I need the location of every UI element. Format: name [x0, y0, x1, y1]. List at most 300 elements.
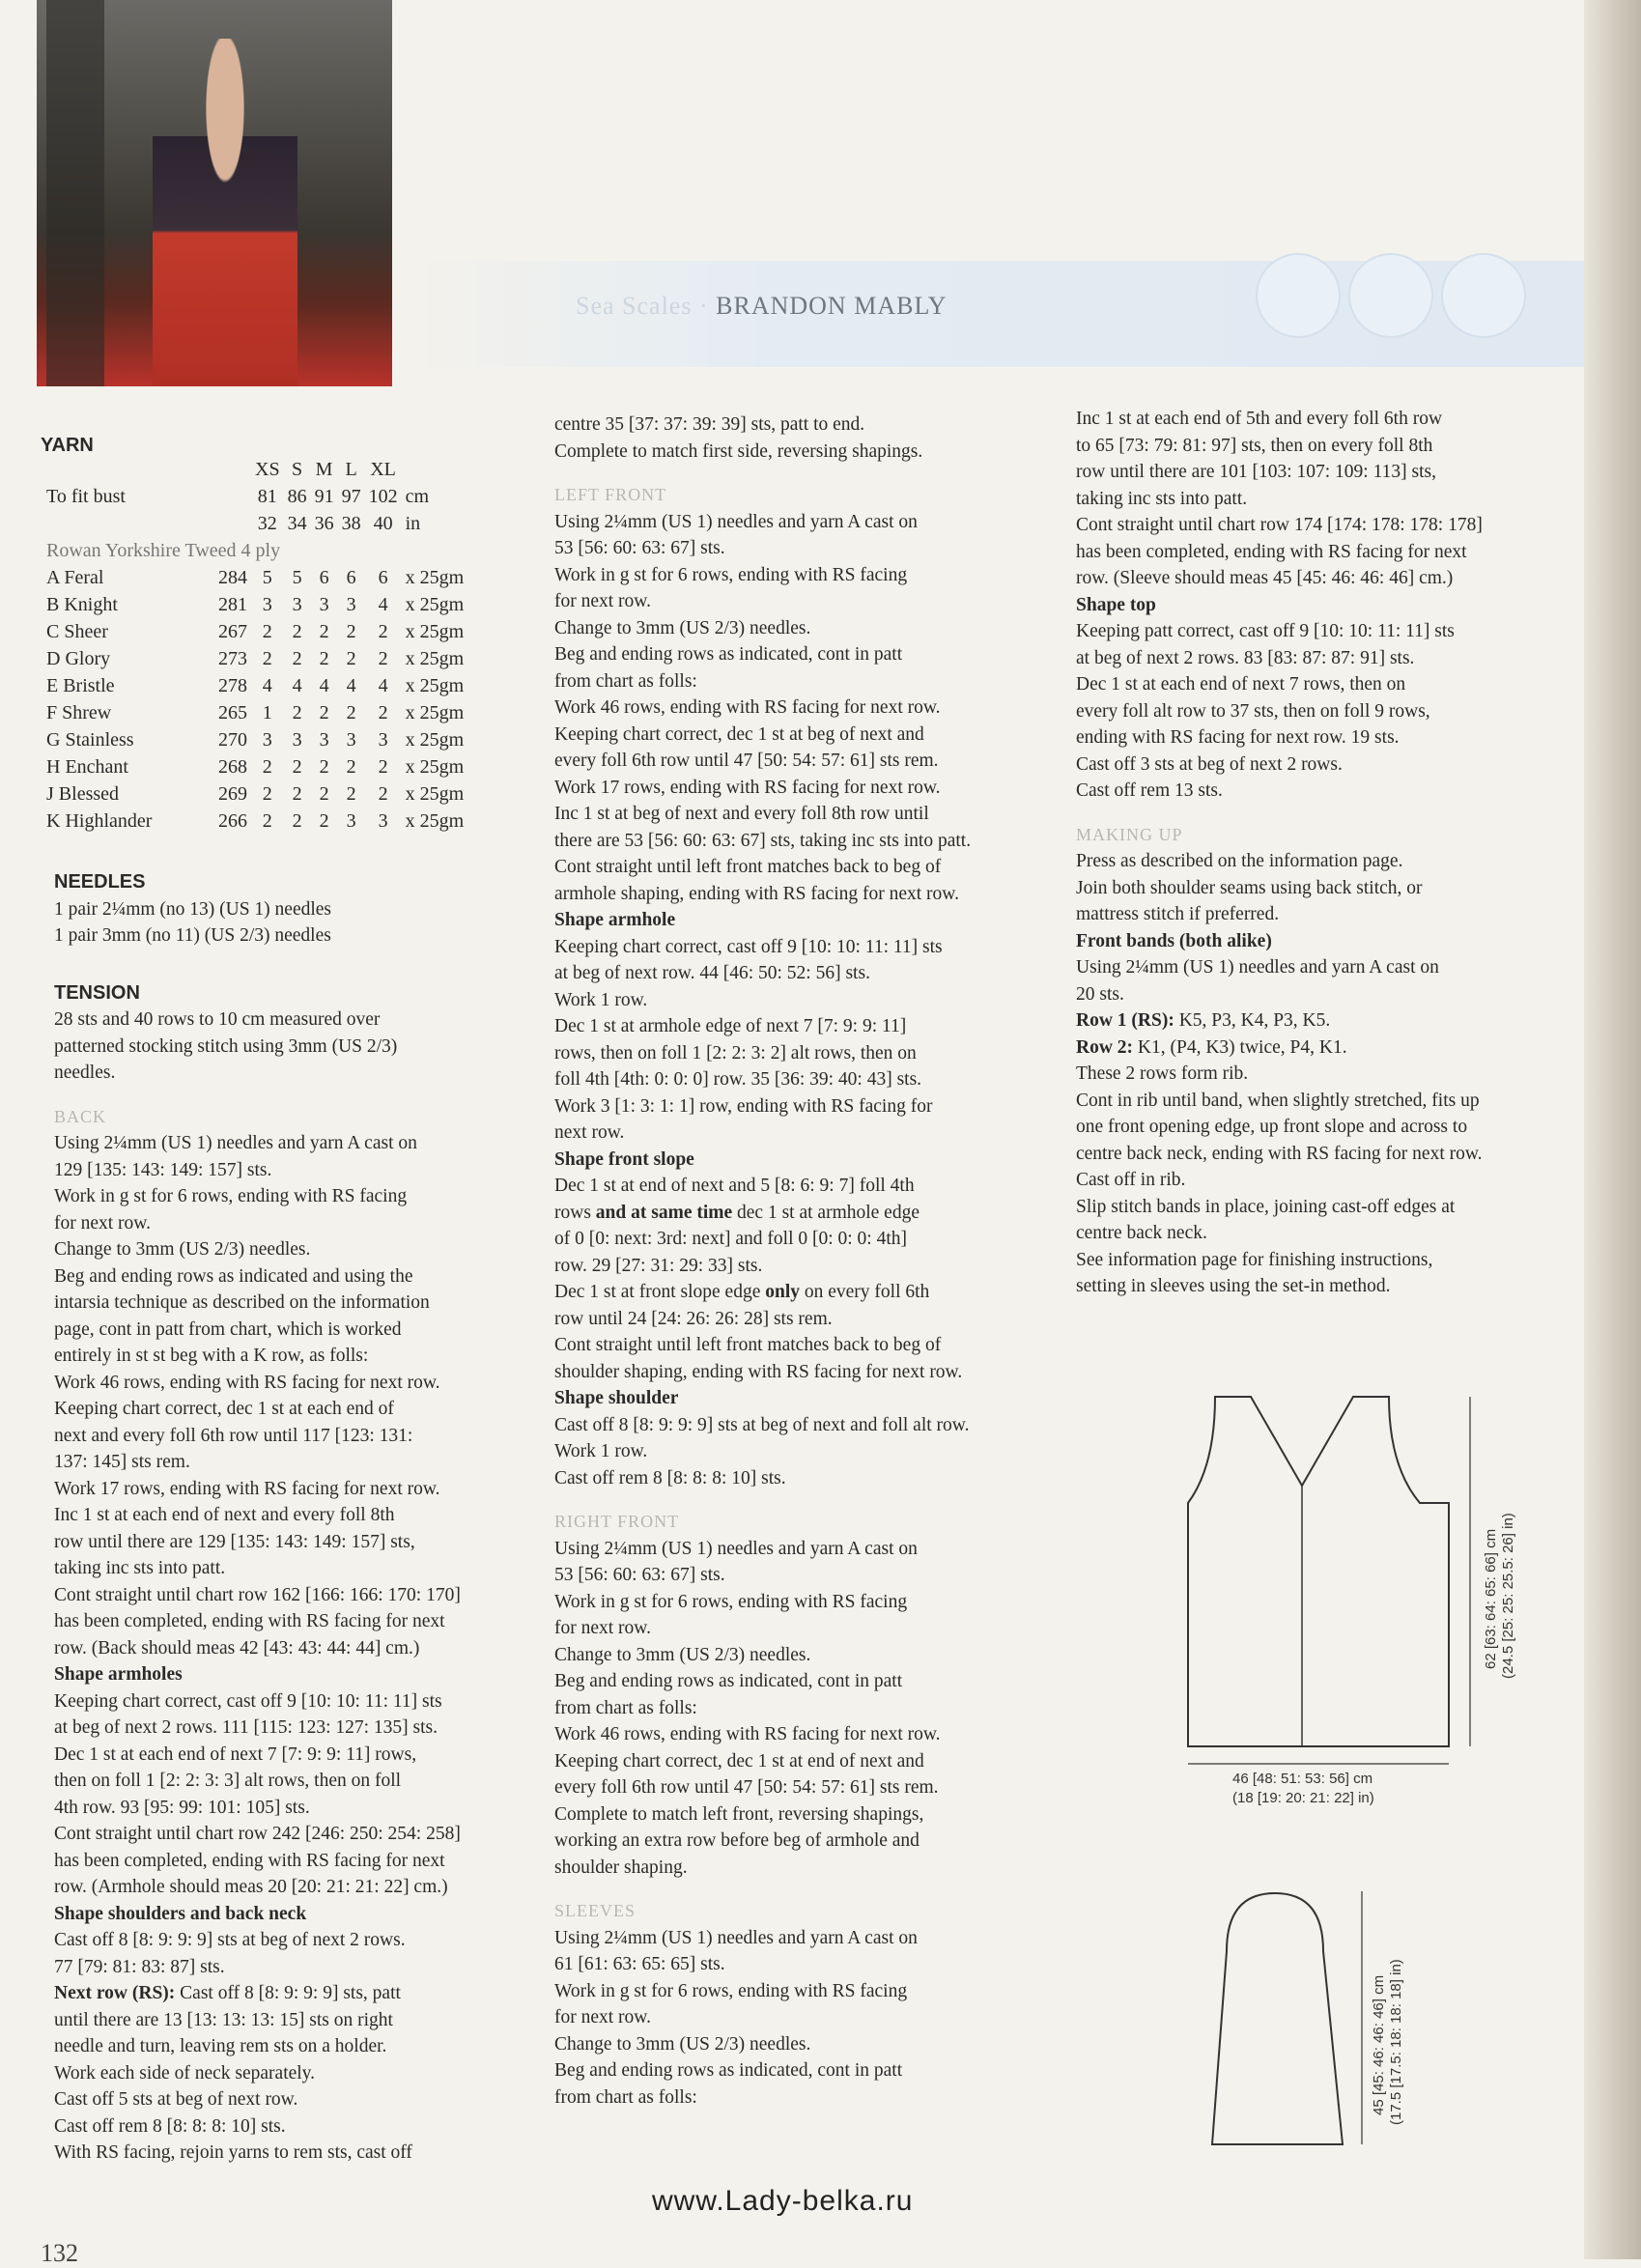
shape-top-line: ending with RS facing for next row. 19 sts. [1076, 727, 1400, 748]
colour-qty: 3 [346, 728, 356, 751]
colour-name: Shrew [62, 701, 112, 723]
colour-qty: 2 [319, 782, 329, 805]
sleeve-schematic [1207, 1884, 1497, 2164]
colour-name: Knight [64, 593, 118, 615]
sleeve-diagram [1207, 1884, 1497, 2164]
colour-code: K [46, 809, 61, 832]
right-front-line: Keeping chart correct, dec 1 st at end of next and [554, 1750, 924, 1772]
decor-circle [1441, 253, 1526, 338]
colour-shade: 265 [218, 701, 247, 723]
colour-qty: 4 [262, 674, 272, 696]
colour-shade: 266 [218, 809, 247, 832]
back-line: Inc 1 st at each end of next and every foll 8th [54, 1505, 395, 1525]
sleeves-line: Work in g st for 6 rows, ending with RS facing [554, 1980, 908, 2001]
shoulder-line: Work 1 row. [554, 1441, 648, 1461]
front-slope-line-text: on every foll 6th [800, 1282, 930, 1302]
colour-qty: 2 [378, 755, 388, 778]
colour-code-name [42, 591, 214, 618]
left-front-line: Beg and ending rows as indicated, cont in patt [554, 644, 903, 665]
colour-qty: 2 [292, 809, 302, 832]
armhole-line: foll 4th [4th: 0: 0: 0] row. 35 [36: 39: 40: 43] sts. [554, 1069, 922, 1090]
front-slope-line-text: Dec 1 st at front slope edge [554, 1282, 766, 1302]
rib-row-1-text: K5, P3, K4, P3, K5. [1174, 1010, 1331, 1031]
colour-qty: 3 [346, 593, 356, 615]
back-line: row. (Back should meas 42 [43: 43: 44: 44] cm.) [54, 1637, 420, 1658]
colour-qty: 2 [319, 755, 329, 778]
colour-qty: 3 [292, 728, 302, 751]
colour-unit: x 25gm [405, 701, 465, 723]
finishing-line: Cast off in rib. [1076, 1170, 1186, 1190]
colour-qty: 2 [378, 647, 388, 669]
colour-name: Blessed [58, 782, 120, 805]
rib-row-2-bold: Row 2: [1076, 1036, 1134, 1058]
back-shoulder-line: 77 [79: 81: 83: 87] sts. [54, 1956, 225, 1977]
colour-qty: 2 [378, 701, 388, 723]
colour-qty: 3 [378, 809, 388, 832]
colour-qty: 4 [319, 674, 329, 696]
fit-cm-value: 91 [314, 485, 334, 507]
back-line: for next row. [54, 1212, 151, 1233]
colour-name: Sheer [64, 620, 108, 642]
finishing-line: Cont in rib until band, when slightly stretched, fits up [1076, 1090, 1480, 1111]
colour-qty: 2 [346, 782, 356, 805]
colour-code-name [42, 780, 214, 808]
left-front-line: Inc 1 st at beg of next and every foll 8th row until [554, 804, 929, 824]
front-slope-line-bold: only [765, 1282, 800, 1302]
col2-top-line: centre 35 [37: 37: 39: 39] sts, patt to end. [554, 414, 865, 435]
rib-row-2-text: K1, (P4, K3) twice, P4, K1. [1133, 1036, 1347, 1058]
sleeve-cont-line: Inc 1 st at each end of 5th and every foll 6th row [1076, 409, 1443, 429]
colour-shade: 269 [218, 782, 247, 805]
column-2 [554, 411, 971, 2111]
size-label: M [315, 458, 333, 480]
finishing-line: centre back neck. [1076, 1223, 1207, 1243]
next-row-line-bold: Next row (RS): [54, 1983, 176, 2003]
colour-shade: 278 [218, 674, 247, 696]
designer-name: BRANDON MABLY [716, 292, 948, 320]
colour-unit: x 25gm [405, 782, 465, 805]
sleeve-cont-line: taking inc sts into patt. [1076, 488, 1248, 509]
finishing-line: These 2 rows form rib. [1076, 1063, 1249, 1084]
colour-row [42, 780, 467, 808]
back-armhole-line: has been completed, ending with RS facing for next [54, 1850, 445, 1871]
colour-qty: 4 [292, 674, 302, 696]
left-front-line: for next row. [554, 591, 651, 611]
colour-qty: 2 [262, 647, 272, 669]
size-label: XS [255, 458, 280, 480]
tension-line: 28 sts and 40 rows to 10 cm measured over [54, 1009, 381, 1030]
making-up-line: mattress stitch if preferred. [1076, 904, 1280, 924]
colour-row [42, 645, 467, 672]
back-armhole-line: then on foll 1 [2: 2: 3: 3] alt rows, then on foll [54, 1771, 402, 1791]
colour-qty: 2 [292, 755, 302, 778]
colour-shade: 284 [218, 566, 247, 588]
front-slope-line: of 0 [0: next: 3rd: next] and foll 0 [0: 0: 0: 4th] [554, 1229, 908, 1249]
rib-row-2 [1076, 1035, 1483, 1062]
colour-shade: 267 [218, 620, 247, 642]
empty-cell [214, 483, 251, 510]
back-armhole-line: Dec 1 st at each end of next 7 [7: 9: 9: 11] rows, [54, 1744, 417, 1765]
front-slope-line-bold: and at same time [595, 1202, 733, 1223]
making-up-line: Join both shoulder seams using back stitch, or [1076, 877, 1423, 898]
back-shoulder-line: Cast off 8 [8: 9: 9: 9] sts at beg of next 2 rows. [54, 1930, 406, 1950]
left-front-line: Work in g st for 6 rows, ending with RS facing [554, 564, 908, 585]
left-front-line: every foll 6th row until 47 [50: 54: 57: 61] sts rem. [554, 751, 939, 771]
back-line: taking inc sts into patt. [54, 1558, 226, 1578]
next-row-line [54, 1980, 461, 2007]
colour-row [42, 591, 467, 618]
colour-code: A [46, 566, 60, 588]
colour-qty: 3 [378, 728, 388, 751]
colour-qty: 6 [319, 566, 329, 588]
back-armhole-line: Cont straight until chart row 242 [246: 250: 254: 258] [54, 1824, 461, 1844]
right-front-line: Beg and ending rows as indicated, cont in patt [554, 1671, 903, 1691]
colour-unit: x 25gm [405, 593, 465, 615]
left-front-line: armhole shaping, ending with RS facing for next row. [554, 883, 959, 904]
shape-top-line: Keeping patt correct, cast off 9 [10: 10: 11: 11] sts [1076, 621, 1455, 641]
right-front-heading: RIGHT FRONT [554, 1512, 680, 1531]
back-line: Work 17 rows, ending with RS facing for next row. [54, 1478, 440, 1499]
back-tail-line: needle and turn, leaving rem sts on a holder. [54, 2036, 387, 2056]
body-outline [1188, 1397, 1449, 1746]
sleeve-outline [1212, 1893, 1343, 2144]
back-line: row until there are 129 [135: 143: 149: 157] sts, [54, 1531, 415, 1552]
back-line: entirely in st st beg with a K row, as folls: [54, 1346, 369, 1366]
fit-cm-row [42, 483, 467, 510]
back-tail-line: With RS facing, rejoin yarns to rem sts, cast off [54, 2142, 412, 2163]
colour-qty: 2 [378, 620, 388, 642]
sleeve-length-inches: (17.5 [17.5: 18: 18: 18] in) [1388, 1959, 1404, 2125]
sleeves-line: Change to 3mm (US 2/3) needles. [554, 2033, 811, 2055]
colour-name: Highlander [65, 809, 153, 832]
photo-tree [46, 0, 104, 386]
colour-code-name [42, 726, 214, 753]
colour-unit: x 25gm [405, 647, 465, 669]
colour-unit: x 25gm [405, 809, 465, 832]
front-slope-line [554, 1200, 971, 1227]
armhole-line: next row. [554, 1122, 625, 1143]
shape-top-heading: Shape top [1076, 594, 1156, 615]
colour-unit: x 25gm [405, 566, 465, 588]
colour-code-name [42, 699, 214, 726]
shape-shoulder-heading: Shape shoulder [554, 1388, 679, 1408]
shape-top-line: Cast off 3 sts at beg of next 2 rows. [1076, 753, 1343, 775]
front-slope-line: shoulder shaping, ending with RS facing for next row. [554, 1361, 963, 1382]
fit-cm-value: 97 [341, 485, 361, 507]
back-armhole-line: 4th row. 93 [95: 99: 101: 105] sts. [54, 1797, 310, 1818]
body-height-label: 62 [63: 64: 65: 66] cm [1483, 1528, 1499, 1669]
yarn-heading-block [41, 429, 94, 460]
fit-in-value: 32 [257, 512, 277, 534]
colour-qty: 4 [378, 593, 388, 615]
empty-cell [214, 456, 251, 483]
page-gutter [1584, 0, 1641, 2259]
model-photo [37, 0, 392, 386]
colour-qty: 6 [346, 566, 356, 588]
back-armhole-line: Keeping chart correct, cast off 9 [10: 10: 11: 11] sts [54, 1690, 442, 1712]
back-line: Beg and ending rows as indicated and using the [54, 1265, 413, 1287]
colour-qty: 3 [319, 593, 329, 615]
fit-cm-value: 102 [368, 485, 398, 507]
right-front-line: for next row. [554, 1618, 651, 1638]
armhole-line: Dec 1 st at armhole edge of next 7 [7: 9: 9: 11] [554, 1016, 907, 1036]
right-front-line: working an extra row before beg of armhole and [554, 1830, 920, 1851]
colour-qty: 2 [346, 755, 356, 778]
sleeves-line: for next row. [554, 2007, 651, 2027]
yarn-table [42, 456, 467, 835]
shape-top-line: Cast off rem 13 sts. [1076, 780, 1223, 801]
right-front-line: Work in g st for 6 rows, ending with RS facing [554, 1591, 908, 1612]
colour-unit: x 25gm [405, 674, 465, 696]
colour-qty: 4 [346, 674, 356, 696]
unit-cm: cm [405, 485, 430, 507]
sleeve-cont-line: row. (Sleeve should meas 45 [45: 46: 46: 46] cm.) [1076, 568, 1454, 588]
right-front-line: shoulder shaping. [554, 1857, 688, 1878]
yarn-name: Rowan Yorkshire Tweed 4 ply [46, 539, 281, 561]
colour-shade: 281 [218, 593, 247, 615]
colour-qty: 3 [346, 809, 356, 832]
body-height-inches: (24.5 [25: 25: 25.5: 26] in) [1500, 1513, 1516, 1679]
colour-code: F [46, 701, 58, 723]
shape-shoulders-heading: Shape shoulders and back neck [54, 1903, 307, 1924]
back-heading: BACK [54, 1106, 107, 1126]
finishing-line: See information page for finishing instructions, [1076, 1249, 1433, 1270]
body-width-label: 46 [48: 51: 53: 56] cm [1232, 1771, 1373, 1787]
colour-qty: 2 [346, 620, 356, 642]
back-line: intarsia technique as described on the information [54, 1292, 430, 1313]
back-line: Keeping chart correct, dec 1 st at each end of [54, 1399, 394, 1419]
colour-code: C [46, 620, 60, 642]
page-number: 132 [41, 2239, 78, 2267]
fit-in-row [42, 510, 467, 537]
finishing-line: Slip stitch bands in place, joining cast-off edges at [1076, 1196, 1456, 1217]
back-line: Change to 3mm (US 2/3) needles. [54, 1239, 311, 1260]
col2-top-line: Complete to match first side, reversing shapings. [554, 440, 923, 462]
right-front-line: Complete to match left front, reversing shapings, [554, 1803, 924, 1825]
sleeves-line: 61 [61: 63: 65: 65] sts. [554, 1954, 725, 1974]
fit-in-value: 36 [314, 512, 334, 534]
colour-unit: x 25gm [405, 755, 465, 778]
tension-heading: TENSION [54, 981, 140, 1004]
yarn-table-body [42, 456, 467, 835]
column-3 [1076, 406, 1483, 1300]
left-front-line: from chart as folls: [554, 670, 697, 692]
colour-qty: 2 [262, 755, 272, 778]
colour-name: Bristle [63, 674, 115, 696]
colour-row [42, 699, 467, 726]
right-front-line: every foll 6th row until 47 [50: 54: 57: 61] sts rem. [554, 1777, 939, 1798]
colour-qty: 2 [346, 701, 356, 723]
colour-qty: 3 [262, 728, 272, 751]
front-slope-line: row. 29 [27: 31: 29: 33] sts. [554, 1255, 763, 1276]
front-bands-line: 20 sts. [1076, 983, 1124, 1005]
sleeves-line: from chart as folls: [554, 2086, 697, 2108]
sleeve-cont-line: Cont straight until chart row 174 [174: 178: 178: 178] [1076, 515, 1483, 535]
sleeves-line: Beg and ending rows as indicated, cont in patt [554, 2060, 903, 2081]
empty-cell [42, 456, 214, 483]
back-armhole-line: row. (Armhole should meas 20 [20: 21: 21: 22] cm.) [54, 1877, 448, 1897]
back-line: page, cont in patt from chart, which is worked [54, 1318, 402, 1340]
colour-code-name [42, 645, 214, 672]
column-1 [54, 865, 461, 2167]
colour-qty: 2 [262, 620, 272, 642]
colour-code: B [46, 593, 60, 615]
sleeves-line: Using 2¼mm (US 1) needles and yarn A cast on [554, 1927, 918, 1948]
colour-qty: 2 [319, 701, 329, 723]
colour-code-name [42, 564, 214, 591]
finishing-line: centre back neck, ending with RS facing for next row. [1076, 1143, 1483, 1164]
back-line: Work 46 rows, ending with RS facing for next row. [54, 1372, 440, 1393]
left-front-line: Work 17 rows, ending with RS facing for next row. [554, 777, 941, 798]
back-line: Cont straight until chart row 162 [166: 166: 170: 170] [54, 1584, 461, 1605]
shoulder-line: Cast off 8 [8: 9: 9: 9] sts at beg of next and foll alt row. [554, 1414, 970, 1435]
sleeve-cont-line: has been completed, ending with RS facing for next [1076, 541, 1467, 562]
needles-line: 1 pair 3mm (no 11) (US 2/3) needles [54, 925, 331, 946]
front-slope-line-text: rows [554, 1202, 596, 1223]
colour-row [42, 618, 467, 645]
body-schematic [1159, 1389, 1565, 1814]
colour-code-name [42, 672, 214, 699]
armhole-line: Work 1 row. [554, 989, 648, 1010]
left-front-line: Cont straight until left front matches back to beg of [554, 857, 942, 877]
colour-qty: 5 [292, 566, 302, 588]
colour-unit: x 25gm [405, 620, 465, 642]
colour-shade: 273 [218, 647, 247, 669]
colour-qty: 3 [292, 593, 302, 615]
footer-url: www.Lady-belka.ru [652, 2185, 914, 2217]
rib-row-1-bold: Row 1 (RS): [1076, 1010, 1174, 1031]
shape-top-line: every foll alt row to 37 sts, then on foll 9 rows, [1076, 700, 1430, 722]
front-slope-line [554, 1279, 971, 1306]
back-line: 137: 145] sts rem. [54, 1452, 190, 1472]
colour-code: H [46, 755, 61, 778]
unit-in: in [405, 512, 421, 534]
back-tail-line: Work each side of neck separately. [54, 2062, 316, 2084]
empty-cell [214, 510, 251, 537]
sleeve-cont-line: row until there are 101 [103: 107: 109: 113] sts, [1076, 462, 1436, 482]
right-front-line: Work 46 rows, ending with RS facing for next row. [554, 1724, 941, 1744]
left-front-line: Change to 3mm (US 2/3) needles. [554, 617, 811, 638]
shoulder-line: Cast off rem 8 [8: 8: 8: 10] sts. [554, 1467, 786, 1488]
body-width-inches: (18 [19: 20: 21: 22] in) [1232, 1790, 1374, 1806]
colour-qty: 2 [262, 809, 272, 832]
sleeves-heading: SLEEVES [554, 1901, 637, 1920]
finishing-line: setting in sleeves using the set-in method. [1076, 1276, 1391, 1296]
colour-qty: 2 [319, 647, 329, 669]
colour-row [42, 753, 467, 780]
left-front-line: there are 53 [56: 60: 63: 67] sts, taking inc sts into patt. [554, 830, 972, 851]
colour-qty: 3 [319, 728, 329, 751]
sleeve-cont-line: to 65 [73: 79: 81: 97] sts, then on every foll 8th [1076, 435, 1433, 456]
colour-row [42, 672, 467, 699]
decor-circle [1348, 253, 1433, 338]
colour-qty: 2 [319, 809, 329, 832]
back-tail-line: Cast off 5 sts at beg of next row. [54, 2089, 298, 2110]
fit-in-value: 38 [341, 512, 361, 534]
colour-name: Feral [64, 566, 104, 588]
front-slope-line: Cont straight until left front matches back to beg of [554, 1335, 942, 1355]
colour-qty: 2 [378, 782, 388, 805]
back-line: next and every foll 6th row until 117 [123: 131: [54, 1425, 413, 1446]
fit-label: To fit bust [46, 485, 126, 507]
pattern-name: Sea Scales [576, 292, 693, 320]
colour-unit: x 25gm [405, 728, 465, 751]
title-separator: · [698, 292, 709, 320]
left-front-heading: LEFT FRONT [554, 485, 667, 504]
photo-model-figure [153, 39, 297, 386]
colour-name: Glory [65, 647, 111, 669]
colour-qty: 2 [292, 782, 302, 805]
yarn-name-row [42, 537, 467, 564]
fit-cm-value: 81 [257, 485, 277, 507]
spacer [54, 950, 461, 977]
colour-shade: 268 [218, 755, 247, 778]
back-tail-line: until there are 13 [13: 13: 13: 15] sts on right [54, 2009, 393, 2030]
left-front-line: Using 2¼mm (US 1) needles and yarn A cast on [554, 511, 918, 532]
colour-row [42, 726, 467, 753]
colour-code-name [42, 753, 214, 780]
right-front-line: Change to 3mm (US 2/3) needles. [554, 1644, 811, 1665]
front-bands-heading: Front bands (both alike) [1076, 930, 1272, 951]
colour-code: G [46, 728, 61, 751]
fit-cm-value: 86 [287, 485, 307, 507]
size-label: XL [370, 458, 396, 480]
size-row [42, 456, 467, 483]
size-label: L [345, 458, 357, 480]
shape-armholes-heading: Shape armholes [54, 1664, 183, 1685]
tension-line: patterned stocking stitch using 3mm (US 2/3) [54, 1035, 398, 1057]
front-slope-line: Dec 1 st at end of next and 5 [8: 6: 9: 7] foll 4th [554, 1176, 915, 1196]
shape-top-line: Dec 1 st at each end of next 7 rows, then on [1076, 674, 1406, 695]
colour-qty: 2 [292, 620, 302, 642]
left-front-line: 53 [56: 60: 63: 67] sts. [554, 538, 725, 558]
colour-code: J [46, 782, 54, 805]
colour-qty: 2 [292, 701, 302, 723]
armhole-line: rows, then on foll 1 [2: 2: 3: 2] alt rows, then on [554, 1042, 917, 1063]
colour-code: D [46, 647, 61, 669]
colour-qty: 2 [262, 782, 272, 805]
colour-qty: 6 [378, 566, 388, 588]
sleeve-length-label: 45 [45: 46: 46: 46] cm [1371, 1974, 1387, 2115]
back-line: 129 [135: 143: 149: 157] sts. [54, 1159, 272, 1180]
colour-qty: 2 [319, 620, 329, 642]
making-up-line: Press as described on the information page. [1076, 851, 1403, 871]
colour-qty: 1 [262, 701, 272, 723]
front-slope-line: row until 24 [24: 26: 26: 28] sts rem. [554, 1308, 833, 1329]
colour-qty: 2 [292, 647, 302, 669]
armhole-line: Work 3 [1: 3: 1: 1] row, ending with RS facing for [554, 1095, 933, 1117]
colour-code-name [42, 618, 214, 645]
shape-armhole-heading: Shape armhole [554, 910, 676, 930]
front-slope-line-text: dec 1 st at armhole edge [732, 1202, 920, 1223]
armhole-line: at beg of next row. 44 [46: 50: 52: 56] sts. [554, 963, 870, 983]
needles-heading: NEEDLES [54, 871, 146, 893]
right-front-line: Using 2¼mm (US 1) needles and yarn A cast on [554, 1538, 918, 1559]
body-diagram [1159, 1389, 1565, 1814]
size-label: S [292, 458, 303, 480]
colour-qty: 5 [262, 566, 272, 588]
decor-circle [1256, 253, 1341, 338]
left-front-line: Work 46 rows, ending with RS facing for next row. [554, 697, 941, 718]
armhole-line: Keeping chart correct, cast off 9 [10: 10: 11: 11] sts [554, 936, 943, 957]
colour-qty: 4 [378, 674, 388, 696]
needles-line: 1 pair 2¼mm (no 13) (US 1) needles [54, 898, 332, 920]
back-armhole-line: at beg of next 2 rows. 111 [115: 123: 127: 135] sts. [54, 1717, 438, 1738]
back-tail-line: Cast off rem 8 [8: 8: 8: 10] sts. [54, 2115, 286, 2137]
fit-in-value: 34 [287, 512, 307, 534]
shape-top-line: at beg of next 2 rows. 83 [83: 87: 87: 91] sts. [1076, 647, 1415, 668]
making-up-heading: MAKING UP [1076, 824, 1183, 844]
